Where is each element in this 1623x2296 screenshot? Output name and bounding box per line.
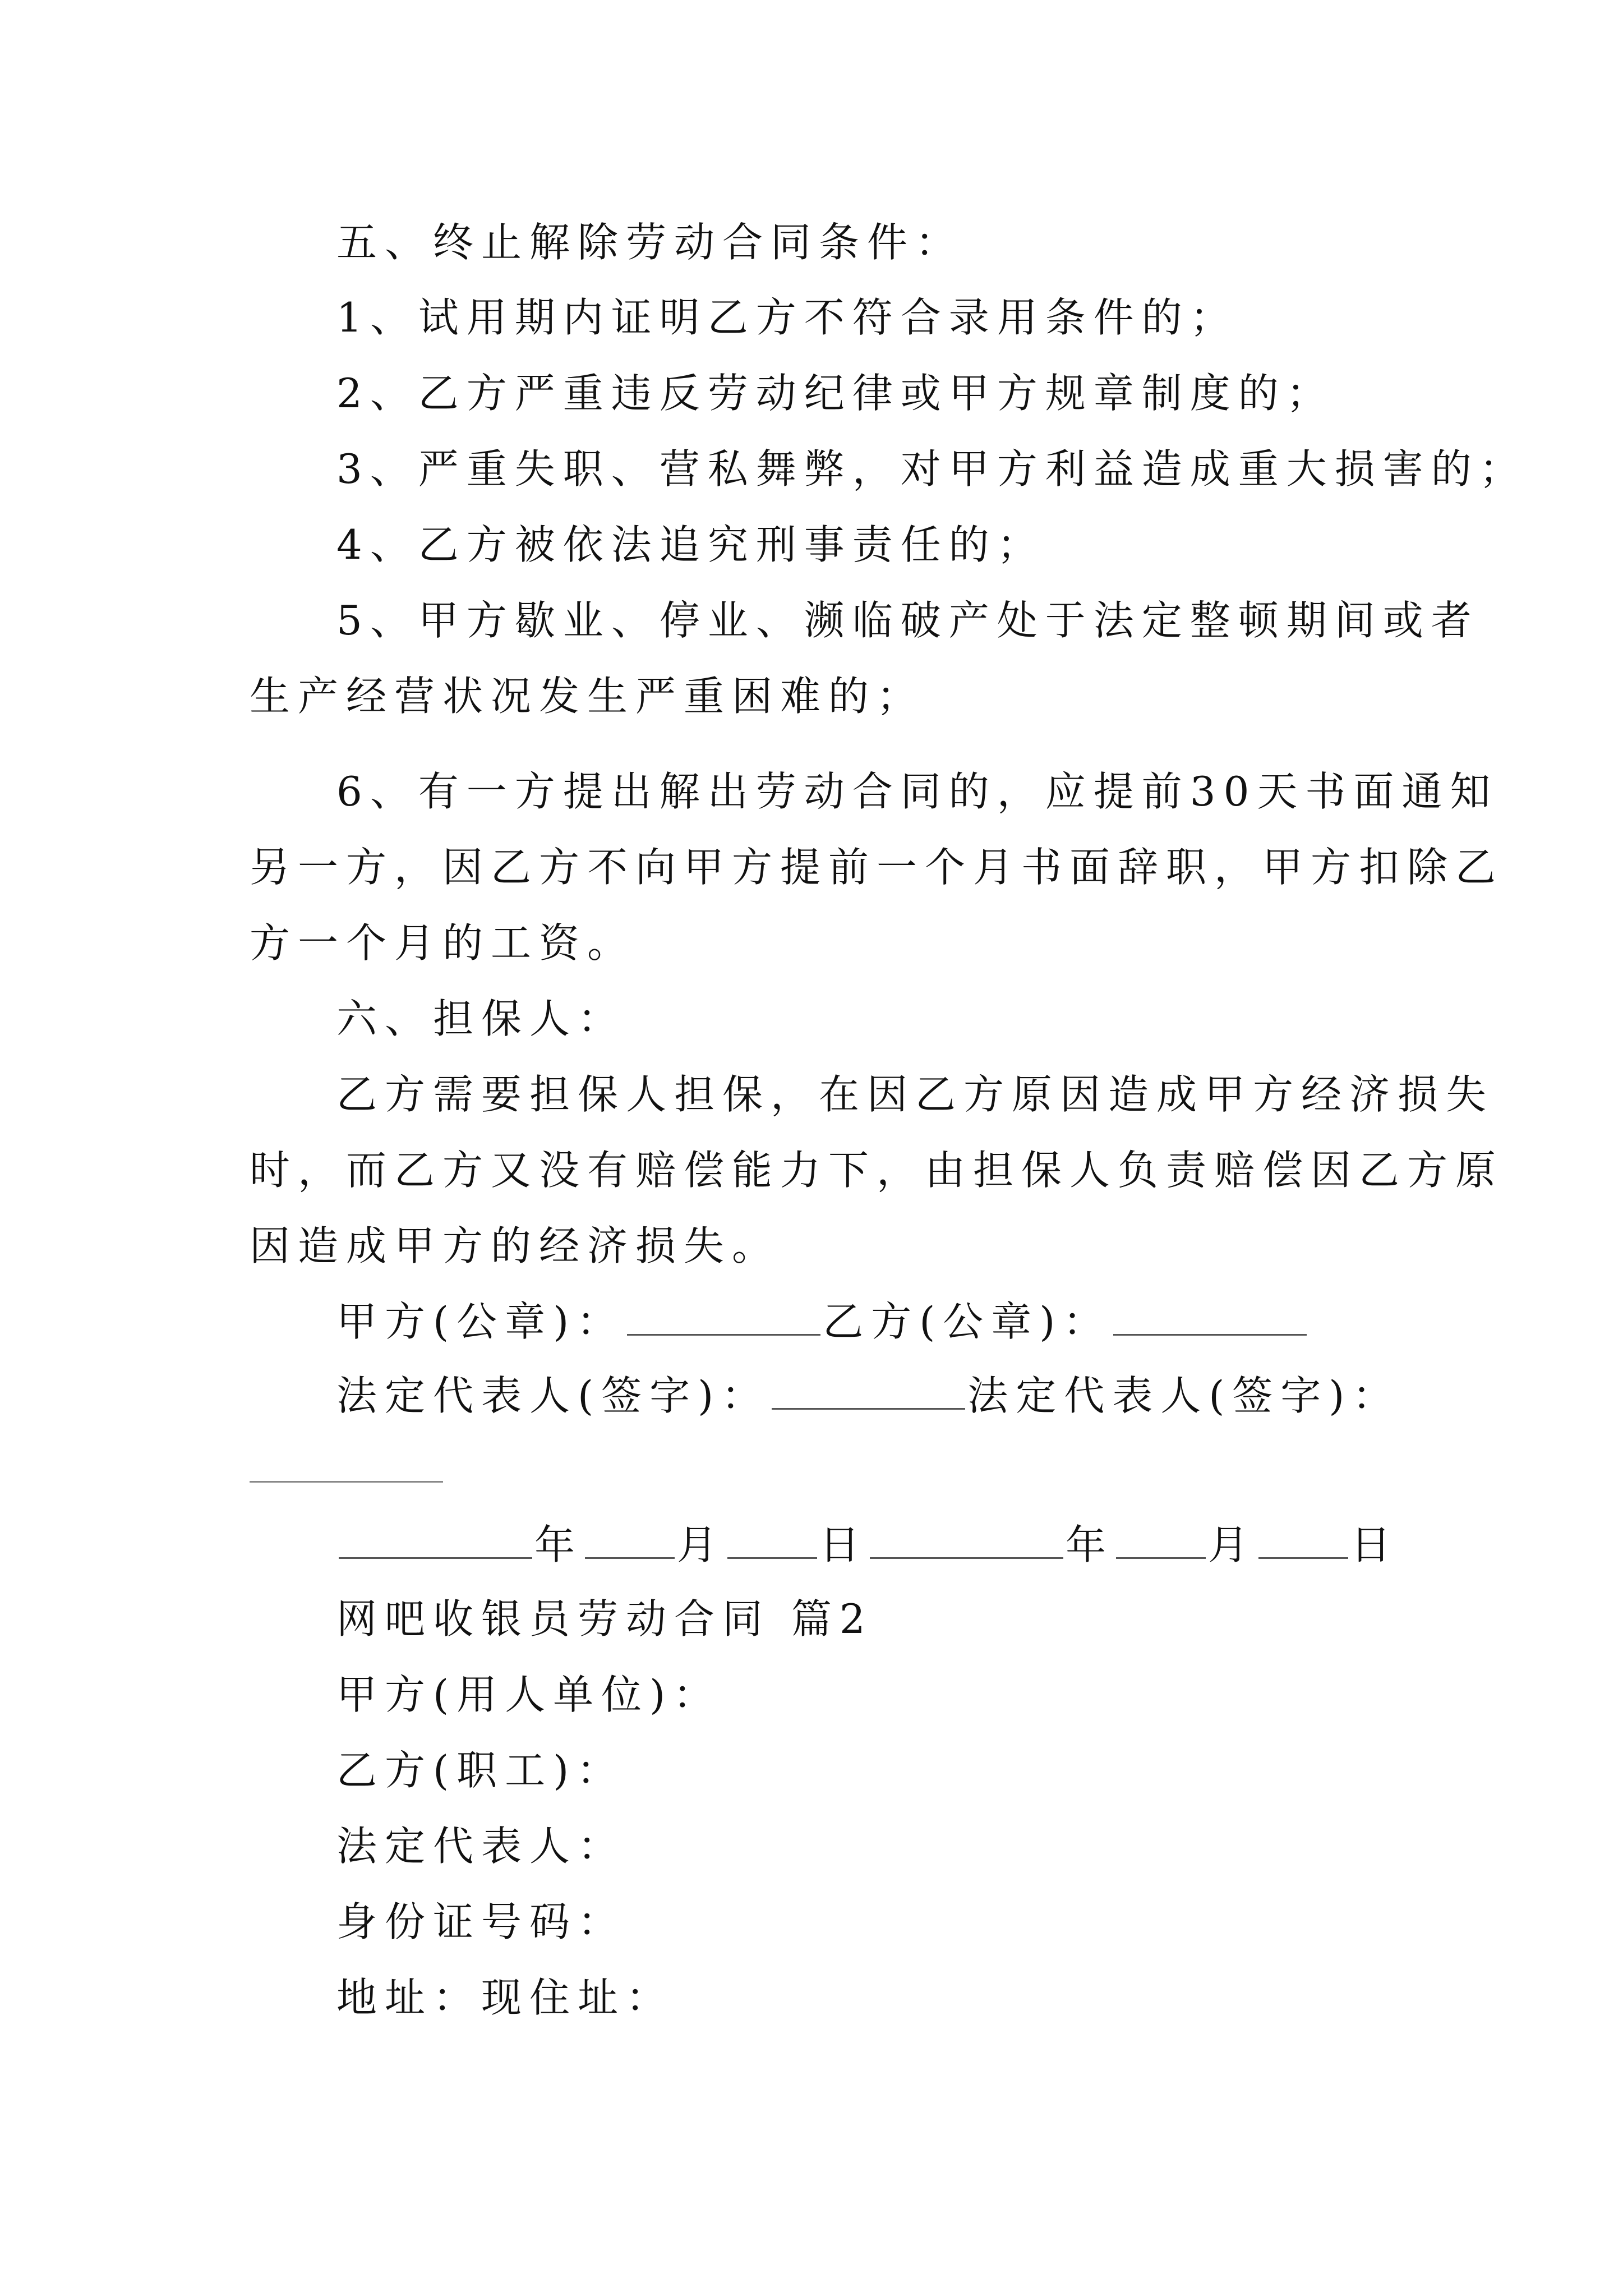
contract2-address: 地址：现住址： bbox=[336, 1974, 675, 2021]
year-b-label: 年 bbox=[1066, 1521, 1114, 1568]
month-b-label: 月 bbox=[1208, 1521, 1257, 1568]
termination-item-4: 4、乙方被依法追究刑事责任的； bbox=[336, 521, 1045, 568]
termination-item-6-line-1: 6、有一方提出解出劳动合同的，应提前30天书面通知 bbox=[336, 768, 1498, 815]
termination-item-6-line-2: 另一方，因乙方不向甲方提前一个月书面辞职，甲方扣除乙 bbox=[250, 844, 1504, 891]
section5-heading: 五、终止解除劳动合同条件： bbox=[336, 219, 964, 266]
day-a-label: 日 bbox=[819, 1521, 868, 1568]
party-b-seal-blank bbox=[1113, 1303, 1307, 1336]
termination-item-1: 1、试用期内证明乙方不符合录用条件的； bbox=[336, 294, 1238, 341]
year-a-blank bbox=[339, 1526, 532, 1559]
party-a-rep-label: 法定代表人(签字)： bbox=[336, 1372, 770, 1419]
section6-heading: 六、担保人： bbox=[336, 995, 626, 1042]
party-b-rep-blank bbox=[250, 1481, 443, 1483]
contract2-id-number: 身份证号码： bbox=[336, 1898, 626, 1945]
date-line bbox=[336, 1521, 1399, 1568]
guarantor-para-line-2: 时，而乙方又没有赔偿能力下，由担保人负责赔偿因乙方原 bbox=[250, 1147, 1504, 1194]
guarantor-para-line-3: 因造成甲方的经济损失。 bbox=[250, 1222, 781, 1269]
party-a-seal-label: 甲方(公章)： bbox=[336, 1298, 625, 1345]
termination-item-3: 3、严重失职、营私舞弊，对甲方利益造成重大损害的； bbox=[336, 445, 1528, 493]
month-b-blank bbox=[1116, 1526, 1206, 1559]
party-a-seal-blank bbox=[627, 1303, 820, 1336]
month-a-label: 月 bbox=[677, 1521, 726, 1568]
party-b-seal-label: 乙方(公章)： bbox=[823, 1298, 1112, 1345]
contract2-party-a: 甲方(用人单位)： bbox=[336, 1671, 722, 1718]
month-a-blank bbox=[585, 1526, 675, 1559]
termination-item-6-line-3: 方一个月的工资。 bbox=[250, 919, 636, 967]
termination-item-5-line-1: 5、甲方歇业、停业、濒临破产处于法定整顿期间或者 bbox=[336, 597, 1479, 644]
year-b-blank bbox=[870, 1526, 1063, 1559]
representative-line bbox=[336, 1372, 1401, 1419]
day-a-blank bbox=[727, 1526, 817, 1559]
termination-item-5-line-2: 生产经营状况发生严重困难的； bbox=[250, 673, 925, 720]
party-a-rep-blank bbox=[772, 1377, 965, 1410]
year-a-label: 年 bbox=[534, 1521, 583, 1568]
day-b-blank bbox=[1258, 1526, 1348, 1559]
guarantor-para-line-1: 乙方需要担保人担保，在因乙方原因造成甲方经济损失 bbox=[336, 1071, 1495, 1118]
contract2-legal-rep: 法定代表人： bbox=[336, 1823, 626, 1870]
contract2-title: 网吧收银员劳动合同 篇2 bbox=[336, 1595, 873, 1642]
termination-item-2: 2、乙方严重违反劳动纪律或甲方规章制度的； bbox=[336, 370, 1335, 417]
seal-line bbox=[336, 1298, 1309, 1345]
contract2-party-b: 乙方(职工)： bbox=[336, 1747, 625, 1794]
party-b-rep-label: 法定代表人(签字)： bbox=[967, 1372, 1401, 1419]
day-b-label: 日 bbox=[1350, 1521, 1399, 1568]
